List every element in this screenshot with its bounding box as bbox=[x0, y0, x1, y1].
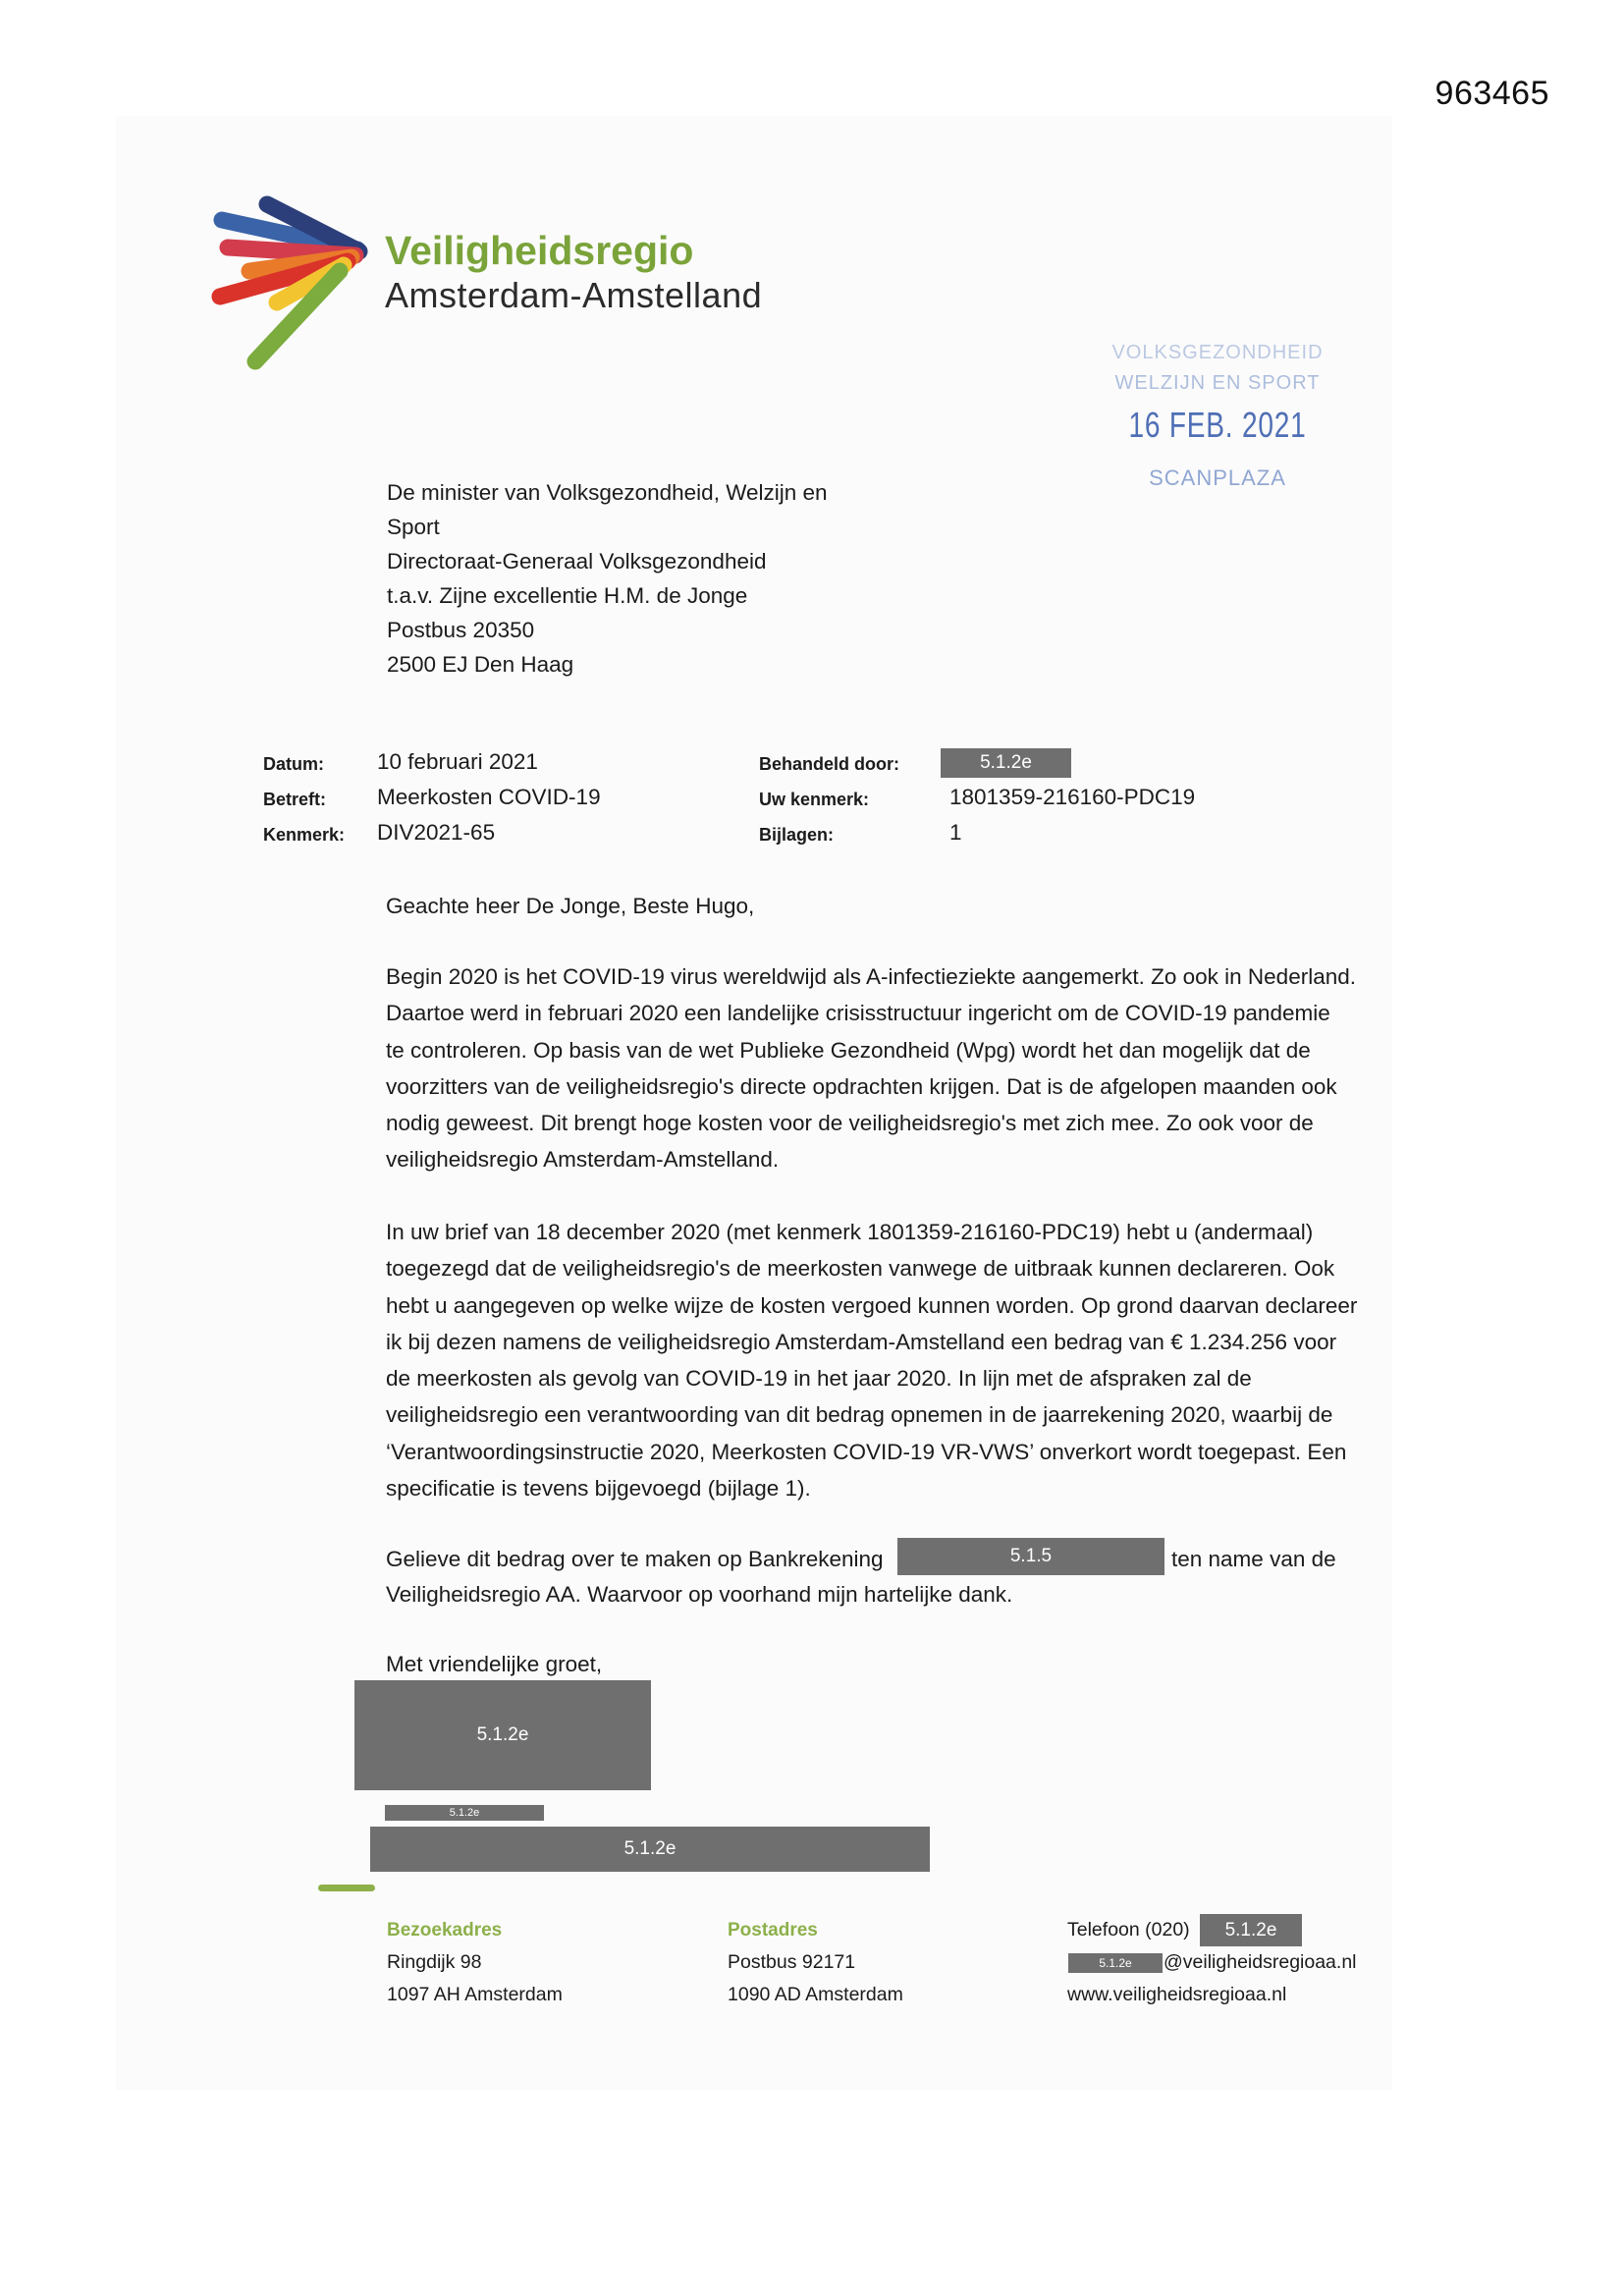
paragraph-2 bbox=[386, 1214, 1397, 1506]
organization-logo bbox=[210, 192, 387, 379]
title-redaction: 5.1.2e bbox=[370, 1827, 930, 1872]
address-line: Directoraat-Generaal Volksgezondheid bbox=[387, 549, 767, 574]
paragraph-line: toegezegd dat de veiligheidsregio's de meerkosten vanwege de uitbraak kunnen declareren. Ook bbox=[386, 1256, 1335, 1282]
bank-text-before: Gelieve dit bedrag over te maken op Bankrekening bbox=[386, 1547, 884, 1571]
address-line: 2500 EJ Den Haag bbox=[387, 652, 574, 677]
stamp-line: SCANPLAZA bbox=[1149, 465, 1286, 490]
receipt-stamp bbox=[1100, 342, 1335, 491]
postal-address-line: 1090 AD Amsterdam bbox=[728, 1984, 903, 2005]
uw-kenmerk-label: Uw kenmerk: bbox=[759, 790, 870, 809]
paragraph-line: hebt u aangegeven op welke wijze de kosten vergoed kunnen worden. Op grond daarvan declareer bbox=[386, 1292, 1358, 1318]
document-id: 963465 bbox=[1435, 75, 1549, 112]
visit-address-heading: Bezoekadres bbox=[387, 1920, 503, 1941]
paragraph-line: specificatie is tevens bijgevoegd (bijlage 1). bbox=[386, 1476, 811, 1502]
paragraph-line: nodig geweest. Dit brengt hoge kosten voor de veiligheidsregio's met zich mee. Zo ook voor de bbox=[386, 1111, 1314, 1136]
kenmerk-value: DIV2021-65 bbox=[377, 820, 496, 845]
email-domain: @veiligheidsregioaa.nl bbox=[1164, 1951, 1357, 1973]
bijlagen-label: Bijlagen: bbox=[759, 825, 835, 845]
name-redaction: 5.1.2e bbox=[385, 1805, 544, 1821]
closing: Met vriendelijke groet, bbox=[386, 1652, 603, 1676]
organization-subname: Amsterdam-Amstelland bbox=[385, 275, 763, 315]
recipient-address bbox=[387, 475, 828, 682]
paragraph-line: ‘Verantwoordingsinstructie 2020, Meerkosten COVID-19 VR-VWS’ onverkort wordt toegepast. Een bbox=[386, 1439, 1347, 1464]
paragraph-line: veiligheidsregio Amsterdam-Amstelland. bbox=[386, 1147, 780, 1173]
organization-name: Veiligheidsregio bbox=[385, 228, 694, 273]
address-line: De minister van Volksgezondheid, Welzijn en bbox=[387, 480, 828, 505]
visit-address-line: 1097 AH Amsterdam bbox=[387, 1984, 563, 2005]
postal-address-line: Postbus 92171 bbox=[728, 1951, 856, 1973]
phone-redaction: 5.1.2e bbox=[1200, 1914, 1302, 1946]
address-line: Postbus 20350 bbox=[387, 618, 535, 642]
betreft-label: Betreft: bbox=[263, 790, 327, 809]
paragraph-1 bbox=[386, 958, 1397, 1178]
bank-text-after: ten name van de bbox=[1171, 1547, 1336, 1571]
redaction-box: 5.1.5 bbox=[897, 1538, 1164, 1575]
stamp-date: 16 FEB. 2021 bbox=[1128, 405, 1307, 445]
datum-label: Datum: bbox=[263, 754, 324, 774]
postal-address-heading: Postadres bbox=[728, 1920, 818, 1941]
paragraph-line: te controleren. Op basis van de wet Publieke Gezondheid (Wpg) wordt het dan mogelijk dat de bbox=[386, 1037, 1311, 1063]
bijlagen-value: 1 bbox=[949, 820, 962, 845]
paragraph-line: ik bij dezen namens de veiligheidsregio Amsterdam-Amstelland een bedrag van € 1.234.256 voor bbox=[386, 1329, 1337, 1354]
redaction-box: 5.1.2e bbox=[941, 748, 1071, 778]
address-line: Sport bbox=[387, 515, 440, 539]
paragraph-line: Begin 2020 is het COVID-19 virus wereldwijd als A-infectieziekte aangemerkt. Zo ook in Nederland. bbox=[386, 964, 1356, 989]
paragraph-line: de meerkosten als gevolg van COVID-19 in het jaar 2020. In lijn met de afspraken zal de bbox=[386, 1366, 1252, 1392]
address-line: t.a.v. Zijne excellentie H.M. de Jonge bbox=[387, 583, 748, 608]
website-link[interactable]: www.veiligheidsregioaa.nl bbox=[1067, 1984, 1287, 2005]
datum-value: 10 februari 2021 bbox=[377, 749, 538, 774]
bank-text-line2: Veiligheidsregio AA. Waarvoor op voorhand mijn hartelijke dank. bbox=[386, 1582, 1013, 1607]
stamp-line: WELZIJN EN SPORT bbox=[1114, 372, 1321, 394]
stamp-line: VOLKSGEZONDHEID bbox=[1111, 342, 1324, 363]
visit-address-line: Ringdijk 98 bbox=[387, 1951, 482, 1973]
paragraph-line: veiligheidsregio een verantwoording van dit bedrag opnemen in de jaarrekening 2020, waarbij de bbox=[386, 1402, 1333, 1428]
paragraph-line: voorzitters van de veiligheidsregio's directe opdrachten krijgen. Dat is de afgelopen maanden ook bbox=[386, 1073, 1337, 1099]
salutation: Geachte heer De Jonge, Beste Hugo, bbox=[386, 894, 755, 918]
footer-accent bbox=[318, 1885, 375, 1891]
email-redaction: 5.1.2e bbox=[1068, 1953, 1163, 1973]
betreft-value: Meerkosten COVID-19 bbox=[377, 785, 601, 809]
signature-redaction: 5.1.2e bbox=[354, 1680, 651, 1790]
paragraph-line: Daartoe werd in februari 2020 een landelijke crisisstructuur ingericht om de COVID-19 pandemie bbox=[386, 1001, 1330, 1026]
behandeld-door-label: Behandeld door: bbox=[759, 754, 899, 774]
phone-label: Telefoon (020) bbox=[1067, 1919, 1190, 1941]
kenmerk-label: Kenmerk: bbox=[263, 825, 346, 845]
paragraph-line: In uw brief van 18 december 2020 (met kenmerk 1801359-216160-PDC19) hebt u (andermaal) bbox=[386, 1220, 1314, 1244]
uw-kenmerk-value: 1801359-216160-PDC19 bbox=[949, 785, 1196, 809]
